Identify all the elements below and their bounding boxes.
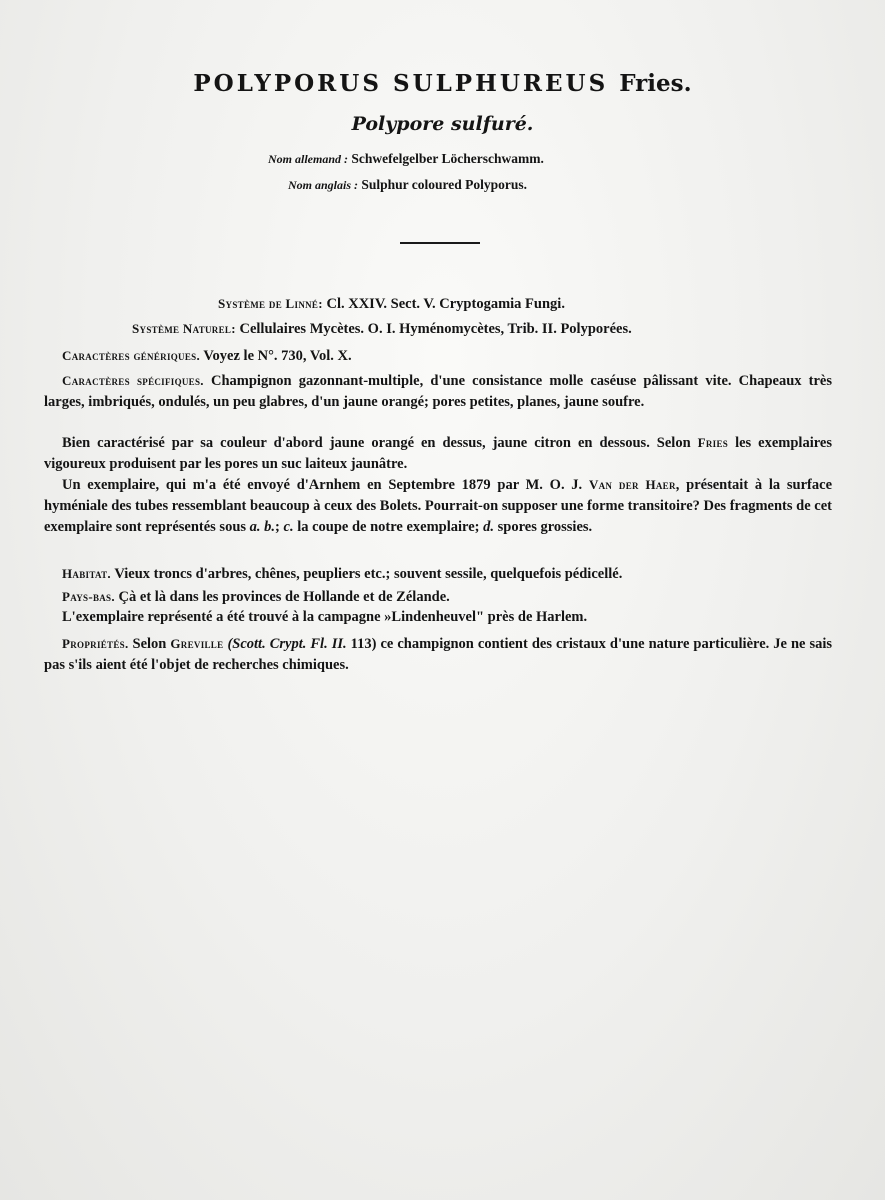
naturel-label: Système Naturel: xyxy=(132,321,236,336)
german-name-value: Schwefelgelber Löcherschwamm. xyxy=(351,151,544,166)
reference-number: 113) xyxy=(350,636,377,652)
fries-name: Fries xyxy=(697,435,729,450)
separator-text: ; xyxy=(275,519,284,535)
habitat-text: Vieux troncs d'arbres, chênes, peupliers etc.; souvent sessile, quelquefois pédicellé. xyxy=(114,566,623,582)
properties-text-before: Selon xyxy=(132,636,167,652)
figure-c: c. xyxy=(283,519,294,535)
species-author: Fries. xyxy=(619,70,692,97)
naturel-value: Cellulaires Mycètes. O. I. Hyménomycètes, Trib. II. Polyporées. xyxy=(239,321,632,337)
netherlands-text2: L'exemplaire représenté a été trouvé à la campagne »Lindenheuvel" près de Harlem. xyxy=(62,609,588,625)
german-name-label: Nom allemand : xyxy=(268,152,348,166)
properties-label: Propriétés. xyxy=(62,636,129,651)
netherlands-label: Pays-bas. xyxy=(62,589,115,604)
section-divider xyxy=(400,242,480,244)
linne-system xyxy=(218,296,565,313)
color-text-after: les exemplaires vigoureux produisent par les pores un suc laiteux jaunâtre. xyxy=(44,435,832,472)
collector-name: Van der Haer xyxy=(588,477,676,492)
linne-value: Cl. XXIV. Sect. V. Cryptogamia Fungi. xyxy=(326,296,565,312)
naturel-system xyxy=(132,321,632,338)
specific-characters xyxy=(44,370,832,413)
specific-text: Champignon gazonnant-multiple, d'une consistance molle caséuse pâlissant vite. Chapeaux très larges, imbriqués, ondulés, un peu glabres, d'un jaune orangé; pores petites, planes, jaune soufre. xyxy=(44,373,832,410)
specimen-paragraph xyxy=(44,474,832,538)
habitat-label: Habitat. xyxy=(62,566,111,581)
english-name-label: Nom anglais : xyxy=(288,178,359,192)
page-subtitle: Polypore sulfuré. xyxy=(351,113,534,135)
specimen-text-mid: , présentait à la surface hyméniale des tubes ressemblant beaucoup à ceux des Bolets. Pourrait-on supposer une forme transitoire? Des fragments de cet exemplaire sont représentés sous xyxy=(44,477,833,535)
figure-ab: a. b. xyxy=(249,519,276,535)
specimen-text-end: spores grossies. xyxy=(494,519,593,535)
species-name: POLYPORUS SULPHUREUS xyxy=(193,70,609,97)
page-title xyxy=(0,70,885,97)
generic-label: Caractères génériques. xyxy=(62,348,201,363)
habitat-paragraph xyxy=(44,563,832,585)
properties-text-after: ce champignon contient des cristaux d'une nature particulière. Je ne sais pas s'ils aient été l'objet de recherches chimiques. xyxy=(44,636,833,673)
specimen-text-before: Un exemplaire, qui m'a été envoyé d'Arnhem en Septembre 1879 par M. O. J. xyxy=(62,477,583,493)
greville-name: Greville xyxy=(170,636,224,651)
generic-text: Voyez le N°. 730, Vol. X. xyxy=(203,348,352,364)
netherlands-paragraph xyxy=(44,586,832,608)
figure-d: d. xyxy=(483,519,494,535)
netherlands-specimen xyxy=(44,607,832,628)
english-name xyxy=(288,177,527,193)
reference: (Scott. Crypt. Fl. II. xyxy=(227,636,347,652)
linne-label: Système de Linné: xyxy=(218,296,323,311)
color-text-before: Bien caractérisé par sa couleur d'abord jaune orangé en dessus, jaune citron en dessous. Selon xyxy=(62,435,691,451)
specimen-text-mid3: la coupe de notre exemplaire; xyxy=(293,519,484,535)
english-name-value: Sulphur coloured Polyporus. xyxy=(361,177,528,192)
properties-paragraph xyxy=(44,633,832,676)
german-name xyxy=(268,151,544,167)
netherlands-text: Çà et là dans les provinces de Hollande et de Zélande. xyxy=(118,589,450,605)
generic-characters xyxy=(44,345,832,367)
specific-label: Caractères spécifiques. xyxy=(62,373,204,388)
color-paragraph xyxy=(44,432,832,475)
